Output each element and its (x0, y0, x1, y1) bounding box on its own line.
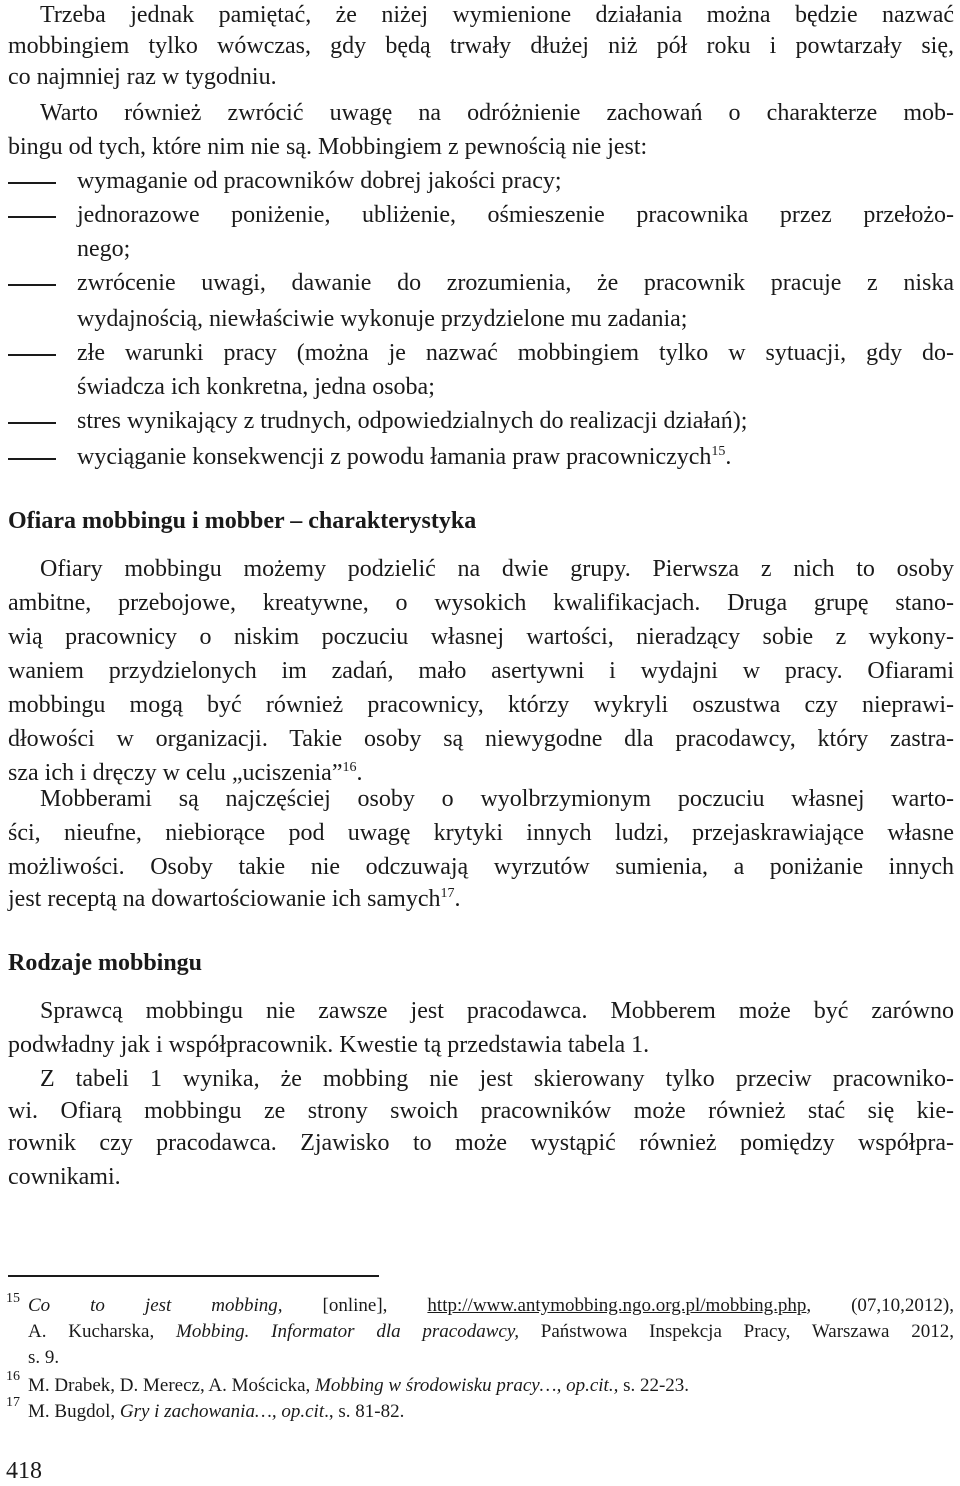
paragraph-line: możliwości. Osoby takie nie odczuwają wyrzutów sumienia, a poniżanie innych (8, 854, 954, 880)
footnote-line (28, 1294, 954, 1318)
paragraph-line: bingu od tych, które nim nie są. Mobbingiem z pewnością nie jest: (8, 134, 648, 160)
paragraph-line: mobbingiem tylko wówczas, gdy będą trwały dłużej niż pół roku i powtarzały się, (8, 33, 954, 59)
list-item-text: wyciąganie konsekwencji z powodu łamania praw pracowniczych (77, 444, 712, 470)
list-item: zwrócenie uwagi, dawanie do zrozumienia, że pracownik pracuje z niska (77, 270, 954, 296)
footnote-title: Mobbing. Informator dla pracodawcy, (176, 1321, 519, 1342)
paragraph-line: rownik czy pracodawca. Zjawisko to może wystąpić również pomiędzy współpra- (8, 1130, 954, 1156)
paragraph-line: wią pracownicy o niskim poczuciu własnej wartości, nieradzący sobie z wykony- (8, 624, 954, 650)
footnote-text: s. 22-23. (623, 1375, 690, 1396)
list-item: wymaganie od pracowników dobrej jakości pracy; (77, 168, 562, 194)
footnote-separator (8, 1275, 379, 1277)
paragraph-text: jest receptą na dowartościowanie ich samych (8, 886, 441, 912)
dash-bullet (8, 216, 56, 218)
section-heading: Ofiara mobbingu i mobber – charakterystyka (8, 508, 477, 534)
paragraph-line: wi. Ofiarą mobbingu ze strony swoich pracowników może również stać się kie- (8, 1098, 954, 1124)
footnote-text: M. Drabek, D. Merecz, A. Mościcka, (28, 1375, 311, 1396)
footnote-number: 15 (6, 1291, 20, 1306)
page-number: 418 (6, 1458, 42, 1484)
footnote-text: M. Bugdol, (28, 1401, 116, 1422)
dash-bullet (8, 284, 56, 286)
list-item: złe warunki pracy (można je nazwać mobbingiem tylko w sytuacji, gdy do- (77, 340, 954, 366)
list-item: stres wynikający z trudnych, odpowiedzialnych do realizacji działań); (77, 408, 748, 434)
list-item: jednorazowe poniżenie, ubliżenie, ośmieszenie pracownika przez przełożo- (77, 202, 954, 228)
footnote-link[interactable]: http://www.antymobbing.ngo.org.pl/mobbing.php (427, 1295, 807, 1316)
section-heading: Rodzaje mobbingu (8, 950, 203, 976)
paragraph-line: Mobberami są najczęściej osoby o wyolbrzymionym poczuciu własnej warto- (40, 786, 954, 812)
paragraph-line: dłowości w organizacji. Takie osoby są niewygodne dla pracodawcy, który zastra- (8, 726, 954, 752)
footnote-line (28, 1374, 954, 1398)
paragraph-line: mobbingu mogą być również pracownicy, którzy wykryli oszustwa czy nieprawi- (8, 692, 954, 718)
paragraph-line: Ofiary mobbingu możemy podzielić na dwie grupy. Pierwsza z nich to osoby (40, 556, 954, 582)
footnote-text: [online], (322, 1295, 388, 1316)
footnote-title: Mobbing w środowisku pracy…, op.cit., (315, 1375, 619, 1396)
paragraph-line: Z tabeli 1 wynika, że mobbing nie jest skierowany tylko przeciw pracowniko- (40, 1066, 954, 1092)
paragraph-end: . (454, 886, 461, 912)
paragraph-line: ści, nieufne, niebiorące pod uwagę krytyki innych ludzi, przejaskrawiające własne (8, 820, 954, 846)
dash-bullet (8, 422, 56, 424)
paragraph-line: Sprawcą mobbingu nie zawsze jest pracodawca. Mobberem może być zarówno (40, 998, 954, 1024)
footnote-line (28, 1400, 954, 1424)
paragraph-line: Warto również zwrócić uwagę na odróżnienie zachowań o charakterze mob- (40, 100, 954, 126)
footnote-line (28, 1320, 954, 1344)
footnote-ref[interactable]: 15 (711, 444, 726, 459)
list-item-end: . (725, 444, 732, 470)
footnote-text: Państwowa Inspekcja Pracy, Warszawa 2012, (540, 1321, 954, 1342)
paragraph-line: waniem przydzielonych im zadań, mało asertywni i wydajni w pracy. Ofiarami (8, 658, 954, 684)
paragraph-line: ambitne, przebojowe, kreatywne, o wysokich kwalifikacjach. Druga grupę stano- (8, 590, 954, 616)
paragraph-end: . (356, 760, 363, 786)
footnote-line: s. 9. (28, 1347, 60, 1368)
paragraph-line: Trzeba jednak pamiętać, że niżej wymienione działania można będzie nazwać (40, 2, 954, 28)
footnote-ref[interactable]: 16 (342, 760, 357, 775)
footnote-text: ., s. 81-82. (324, 1401, 405, 1422)
footnote-number: 16 (6, 1369, 20, 1384)
list-item-continued: świadcza ich konkretna, jedna osoba; (77, 374, 435, 400)
footnote-number: 17 (6, 1395, 20, 1410)
paragraph-line: podwładny jak i współpracownik. Kwestie tą przedstawia tabela 1. (8, 1032, 650, 1058)
dash-bullet (8, 182, 56, 184)
paragraph-line: cownikami. (8, 1164, 121, 1190)
dash-bullet (8, 458, 56, 460)
footnote-ref[interactable]: 17 (440, 886, 455, 901)
dash-bullet (8, 354, 56, 356)
footnote-text: A. Kucharska, (28, 1321, 155, 1342)
footnote-text: , (07,10,2012), (806, 1295, 955, 1316)
list-item-continued: wydajnością, niewłaściwie wykonuje przydzielone mu zadania; (77, 306, 688, 332)
list-item (77, 442, 954, 472)
footnote-title: Co to jest mobbing, (28, 1295, 283, 1316)
list-item-continued: nego; (77, 236, 131, 262)
footnote-title: Gry i zachowania…, op.cit (119, 1401, 325, 1422)
paragraph-text: sza ich i dręczy w celu „uciszenia” (8, 760, 343, 786)
paragraph-line: co najmniej raz w tygodniu. (8, 64, 277, 90)
paragraph-line (8, 884, 954, 914)
